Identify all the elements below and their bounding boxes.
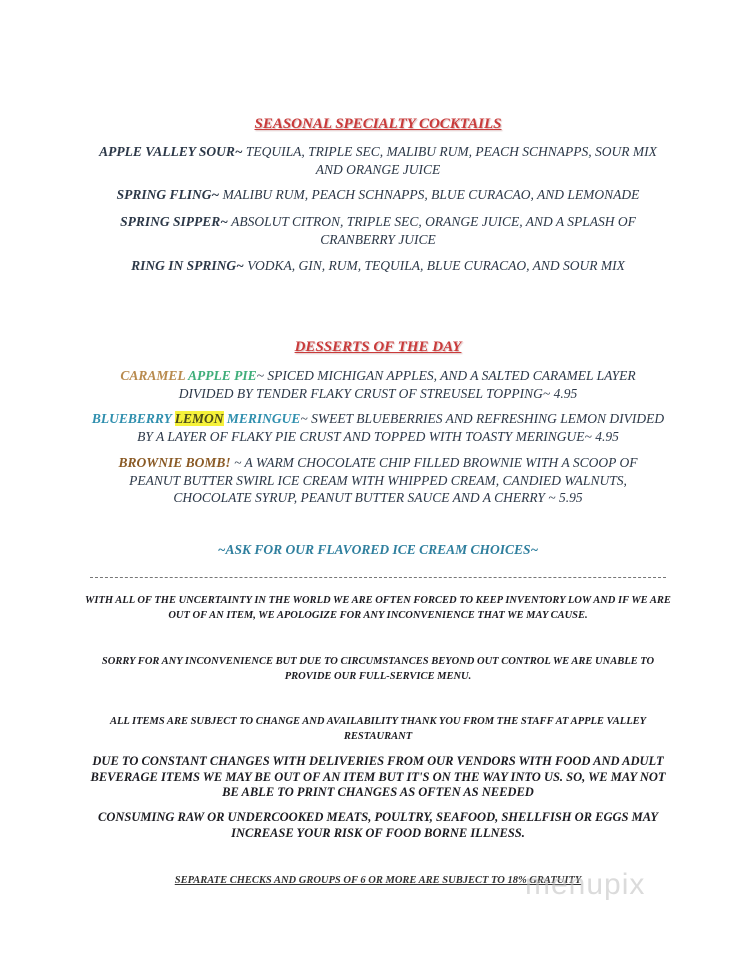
cocktail-desc: TEQUILA, TRIPLE SEC, MALIBU RUM, PEACH SCHNAPPS, SOUR MIX AND ORANGE JUICE [242,144,657,177]
dessert-name: CARAMEL [120,368,189,383]
cocktail-item [85,186,671,204]
cocktail-item [110,213,646,248]
cocktail-name: APPLE VALLEY SOUR~ [99,144,243,159]
cocktail-desc: ABSOLUT CITRON, TRIPLE SEC, ORANGE JUICE, AND A SPLASH OF CRANBERRY JUICE [227,214,636,247]
notice-inventory: WITH ALL OF THE UNCERTAINTY IN THE WORLD WE ARE OFTEN FORCED TO KEEP INVENTORY LOW AND IF WE ARE OUT OF AN ITEM, WE APOLOGIZE FOR ANY INCONVENIENCE THAT WE MAY CAUSE. [85,595,671,621]
divider [90,577,666,578]
cocktail-name: SPRING FLING~ [116,187,220,202]
watermark-logo: menupix [525,868,646,901]
ice-cream-note: ~ASK FOR OUR FLAVORED ICE CREAM CHOICES~ [217,542,539,557]
notice-food-safety: CONSUMING RAW OR UNDERCOOKED MEATS, POULTRY, SEAFOOD, SHELLFISH OR EGGS MAY INCREASE YOUR RISK OF FOOD BORNE ILLNESS. [98,810,658,840]
dessert-name: MERINGUE [223,411,301,426]
dessert-name-highlight: LEMON [174,411,224,426]
dessert-name: BLUEBERRY [91,411,175,426]
dessert-desc: ~ SWEET BLUEBERRIES AND REFRESHING LEMON DIVIDED BY A LAYER OF FLAKY PIE CRUST AND TOPPED WITH TOASTY MERINGUE~ 4.95 [137,411,665,444]
notice-deliveries: DUE TO CONSTANT CHANGES WITH DELIVERIES FROM OUR VENDORS WITH FOOD AND ADULT BEVERAGE ITEMS WE MAY BE OUT OF AN ITEM BUT IT'S ON THE WAY INTO US. SO, WE MAY NOT BE ABLE TO PRINT CHANGES AS OFTEN AS NEEDED [90,754,666,799]
dessert-item-blueberry-lemon-meringue [84,410,672,445]
notice-availability: ALL ITEMS ARE SUBJECT TO CHANGE AND AVAILABILITY THANK YOU FROM THE STAFF AT APPLE VALLEY RESTAURANT [109,716,647,742]
gratuity-notice: SEPARATE CHECKS AND GROUPS OF 6 OR MORE ARE SUBJECT TO 18% GRATUITY [174,875,582,886]
cocktail-item [90,143,666,178]
cocktail-name: SPRING SIPPER~ [120,214,228,229]
dessert-item-caramel-apple-pie [110,367,646,402]
desserts-title: DESSERTS OF THE DAY [294,339,462,355]
cocktail-name: RING IN SPRING~ [131,258,244,273]
cocktail-desc: VODKA, GIN, RUM, TEQUILA, BLUE CURACAO, AND SOUR MIX [243,258,625,273]
cocktail-desc: MALIBU RUM, PEACH SCHNAPPS, BLUE CURACAO, AND LEMONADE [219,187,640,202]
dessert-name: BROWNIE BOMB! [118,455,231,470]
dessert-desc: ~ SPICED MICHIGAN APPLES, AND A SALTED CARAMEL LAYER DIVIDED BY TENDER FLAKY CRUST OF STREUSEL TOPPING~ 4.95 [178,368,636,401]
cocktail-item [85,257,671,275]
notice-limited-menu: SORRY FOR ANY INCONVENIENCE BUT DUE TO CIRCUMSTANCES BEYOND OUT CONTROL WE ARE UNABLE TO PROVIDE OUR FULL-SERVICE MENU. [101,656,655,682]
cocktails-title: SEASONAL SPECIALTY COCKTAILS [254,116,502,132]
dessert-name: APPLE PIE [188,368,257,383]
dessert-desc: ~ A WARM CHOCOLATE CHIP FILLED BROWNIE WITH A SCOOP OF PEANUT BUTTER SWIRL ICE CREAM WITH WHIPPED CREAM, CANDIED WALNUTS, CHOCOLATE SYRUP, PEANUT BUTTER SAUCE AND A CHERRY ~ 5.95 [129,455,638,505]
dessert-item-brownie-bomb [110,454,646,507]
